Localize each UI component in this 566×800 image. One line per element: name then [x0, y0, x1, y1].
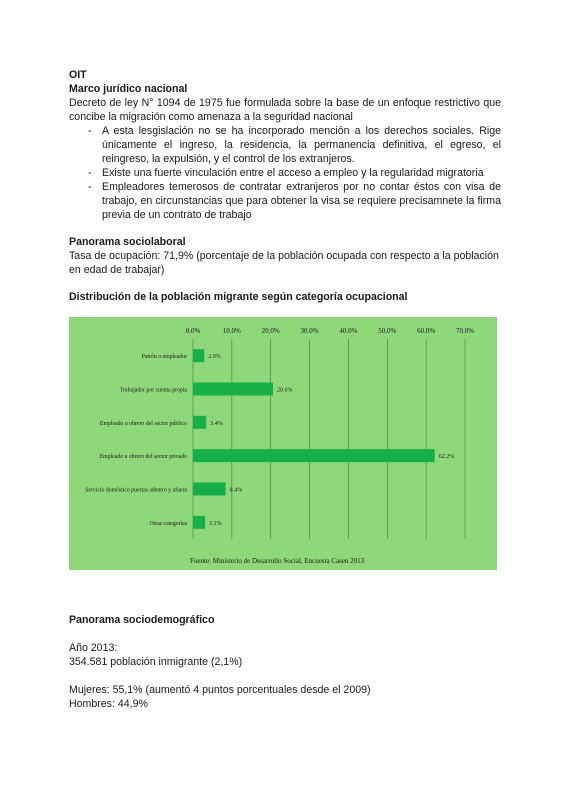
- x-tick-label: 10.0%: [222, 327, 241, 335]
- data-label: 3.1%: [209, 520, 222, 527]
- legal-bullet: - Existe una fuerte vinculación entre el acceso a empleo y la regularidad migratoria: [69, 166, 501, 180]
- men-share: Hombres: 44,9%: [69, 698, 148, 710]
- legal-bullet: - Empleadores temerosos de contratar extranjeros por no contar éstos con visa de trabajo, en circunstancias que para obtener la visa se requiere precisamnete la firma previa de un contrato de trabajo: [69, 180, 501, 222]
- x-tick-label: 0.0%: [185, 327, 201, 335]
- legal-bullet: - A esta lesgislación no se ha incorporado mención a los derechos sociales. Rige únicamente el ingreso, la residencia, la permanencia definitiva, el egreso, el reingreso, la expulsión, y el control de los extranjeros.: [69, 124, 501, 166]
- bar: [193, 416, 206, 429]
- x-tick-label: 50.0%: [378, 327, 397, 335]
- category-label: Patrón o empleador: [141, 354, 187, 361]
- category-label: Otras categorías: [149, 520, 187, 527]
- year-label: Año 2013:: [69, 642, 118, 654]
- bar: [193, 483, 226, 496]
- data-label: 8.4%: [229, 487, 243, 494]
- chart-source: Fuente: Ministerio de Desarrollo Social, Encuesta Casen 2013: [190, 557, 365, 565]
- org-title: OIT: [69, 69, 87, 81]
- category-label: Trabajador por cuenta propia: [119, 387, 187, 394]
- occupation-bar-chart: [69, 317, 497, 570]
- bar: [193, 349, 204, 362]
- bar: [193, 383, 273, 396]
- legal-intro: Decreto de ley N° 1094 de 1975 fue formulada sobre la base de un enfoque restrictivo que concibe la migración como amenaza a la seguridad nacional: [69, 97, 501, 123]
- labor-section: [69, 235, 501, 277]
- category-label: Servicio doméstico puertas adentro y afuera: [85, 487, 187, 494]
- bar: [193, 516, 205, 529]
- demographic-heading: Panorama sociodemográfico: [69, 614, 215, 626]
- category-label: Empleado u obrero del sector privado: [99, 454, 187, 461]
- data-label: 3.4%: [210, 420, 223, 427]
- chart-svg: [69, 317, 497, 570]
- immigrant-population: 354.581 población inmigrante (2,1%): [69, 656, 243, 668]
- data-label: 2.9%: [208, 354, 221, 361]
- legal-bullet-list: [69, 124, 501, 222]
- x-tick-label: 20.0%: [261, 327, 280, 335]
- bar: [193, 449, 435, 462]
- data-label: 62.2%: [438, 454, 455, 461]
- category-label: Empleado u obrero del sector público: [99, 420, 187, 427]
- x-tick-label: 60.0%: [417, 327, 436, 335]
- legal-section: [69, 68, 501, 222]
- chart-heading: Distribución de la población migrante según categoría ocupacional: [69, 291, 408, 303]
- legal-heading: Marco jurídico nacional: [69, 83, 188, 95]
- demographic-section: [69, 613, 501, 711]
- x-tick-label: 70.0%: [455, 327, 475, 335]
- x-tick-label: 30.0%: [300, 327, 319, 335]
- labor-text: Tasa de ocupación: 71,9% (porcentaje de la población ocupada con respecto a la población en edad de trabajar): [69, 250, 499, 276]
- labor-heading: Panorama sociolaboral: [69, 236, 186, 248]
- women-share: Mujeres: 55,1% (aumentó 4 puntos porcentuales desde el 2009): [69, 684, 371, 696]
- x-tick-label: 40.0%: [339, 327, 358, 335]
- data-label: 20.6%: [277, 387, 293, 394]
